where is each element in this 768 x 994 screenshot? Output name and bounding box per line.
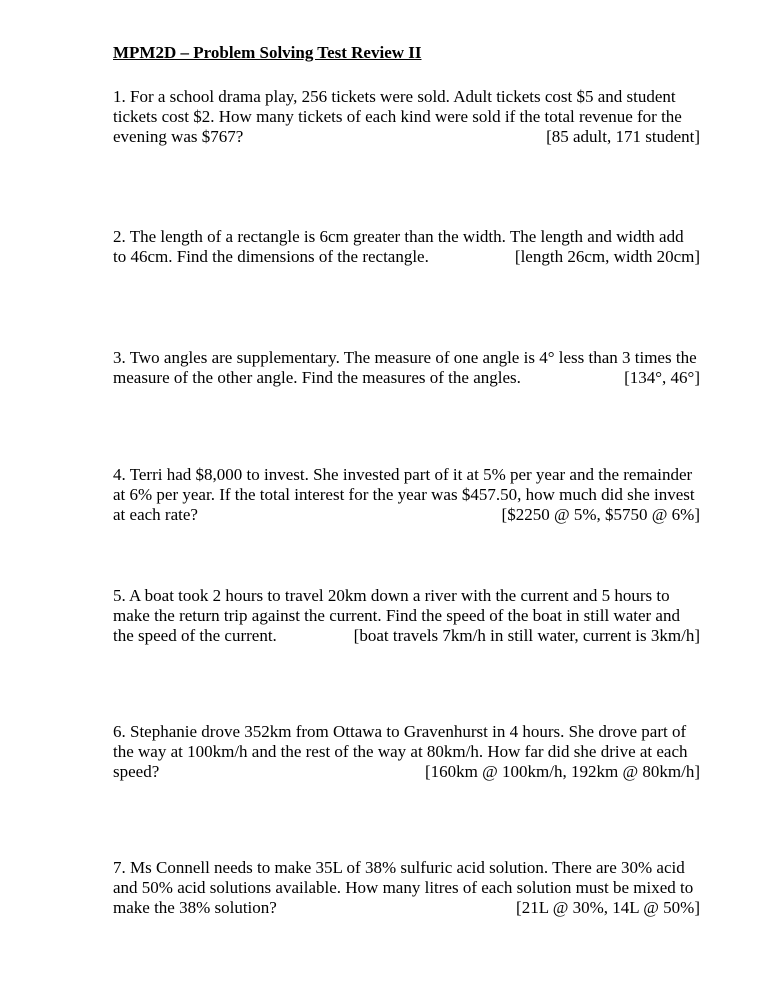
problem-text-line: make the return trip against the current. Find the speed of the boat in still water and — [113, 606, 680, 625]
problem-text-line: make the 38% solution? — [113, 898, 277, 917]
problem-text-line: and 50% acid solutions available. How many litres of each solution must be mixed to — [113, 878, 694, 897]
problem-text-line: at each rate? — [113, 505, 198, 524]
problem-text-line: 4. Terri had $8,000 to invest. She invested part of it at 5% per year and the remainder — [113, 465, 693, 484]
problem-last-line — [113, 898, 700, 918]
problem-text-line: evening was $767? — [113, 127, 244, 146]
problem-last-line — [113, 127, 700, 147]
problem-text-line: the way at 100km/h and the rest of the way at 80km/h. How far did she drive at each — [113, 742, 688, 761]
problem-last-line — [113, 505, 700, 525]
problem-text-line: at 6% per year. If the total interest for the year was $457.50, how much did she invest — [113, 485, 695, 504]
problem-text-line: speed? — [113, 762, 160, 781]
problem-3 — [113, 348, 700, 388]
problem-text-line: 3. Two angles are supplementary. The measure of one angle is 4° less than 3 times the — [113, 348, 697, 367]
problem-answer: [length 26cm, width 20cm] — [514, 247, 700, 266]
problem-answer: [85 adult, 171 student] — [546, 127, 700, 146]
problem-last-line — [113, 762, 700, 782]
page-title: MPM2D – Problem Solving Test Review II — [113, 43, 422, 62]
problem-text-line: the speed of the current. — [113, 626, 277, 645]
problem-text-line: 5. A boat took 2 hours to travel 20km down a river with the current and 5 hours to — [113, 586, 670, 605]
problem-text-line: tickets cost $2. How many tickets of each kind were sold if the total revenue for the — [113, 107, 682, 126]
problem-last-line — [113, 368, 700, 388]
problem-answer: [$2250 @ 5%, $5750 @ 6%] — [501, 505, 700, 524]
problem-text-line: 7. Ms Connell needs to make 35L of 38% sulfuric acid solution. There are 30% acid — [113, 858, 685, 877]
problem-text-line: 1. For a school drama play, 256 tickets were sold. Adult tickets cost $5 and student — [113, 87, 676, 106]
problem-last-line — [113, 626, 700, 646]
problem-7 — [113, 858, 700, 918]
problem-5 — [113, 586, 700, 646]
problem-answer: [21L @ 30%, 14L @ 50%] — [516, 898, 700, 917]
problem-text-line: measure of the other angle. Find the measures of the angles. — [113, 368, 521, 387]
problem-answer: [134°, 46°] — [624, 368, 700, 387]
problem-1 — [113, 87, 700, 147]
problem-text-line: 2. The length of a rectangle is 6cm greater than the width. The length and width add — [113, 227, 684, 246]
problem-2 — [113, 227, 700, 267]
problem-text-line: to 46cm. Find the dimensions of the rectangle. — [113, 247, 429, 266]
problem-6 — [113, 722, 700, 782]
problem-text-line: 6. Stephanie drove 352km from Ottawa to Gravenhurst in 4 hours. She drove part of — [113, 722, 687, 741]
problem-last-line — [113, 247, 700, 267]
problem-answer: [160km @ 100km/h, 192km @ 80km/h] — [425, 762, 700, 781]
problem-answer: [boat travels 7km/h in still water, current is 3km/h] — [353, 626, 700, 645]
problem-4 — [113, 465, 700, 525]
